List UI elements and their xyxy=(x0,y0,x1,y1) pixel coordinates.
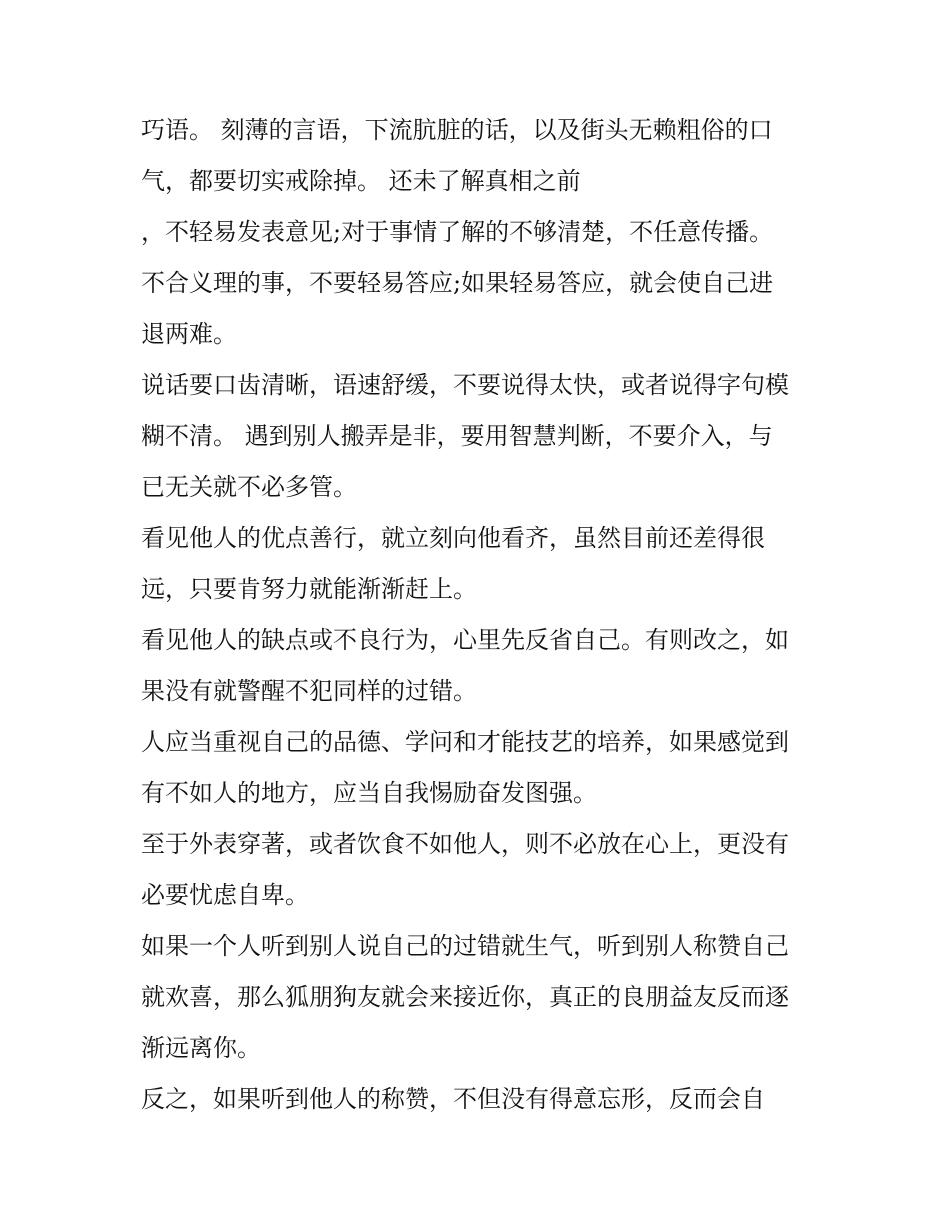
text-line: 已无关就不必多管。 xyxy=(141,473,357,501)
text-line: 看见他人的缺点或不良行为，心里先反省自己。有则改之，如 xyxy=(141,626,789,654)
text-line: 有不如人的地方，应当自我惕励奋发图强。 xyxy=(141,779,597,807)
text-line: 必要忧虑自卑。 xyxy=(141,881,309,909)
body-text xyxy=(141,105,821,1125)
text-line: 至于外表穿著，或者饮食不如他人，则不必放在心上，更没有 xyxy=(141,830,789,858)
text-line: 糊不清。 遇到别人搬弄是非，要用智慧判断，不要介入，与 xyxy=(141,422,773,450)
text-line: 不合义理的事，不要轻易答应;如果轻易答应，就会使自己进 xyxy=(141,269,774,297)
text-line: 如果一个人听到别人说自己的过错就生气，听到别人称赞自己 xyxy=(141,932,789,960)
text-line: 说话要口齿清晰，语速舒缓，不要说得太快，或者说得字句模 xyxy=(141,371,789,399)
text-line: 就欢喜，那么狐朋狗友就会来接近你，真正的良朋益友反而逐 xyxy=(141,983,789,1011)
text-line: 退两难。 xyxy=(141,320,237,348)
text-line: 反之，如果听到他人的称赞，不但没有得意忘形，反而会自 xyxy=(141,1085,765,1113)
text-line: 气，都要切实戒除掉。 还未了解真相之前 xyxy=(141,167,581,195)
text-line: 看见他人的优点善行，就立刻向他看齐，虽然目前还差得很 xyxy=(141,524,765,552)
text-line: 渐远离你。 xyxy=(141,1034,261,1062)
text-line: 果没有就警醒不犯同样的过错。 xyxy=(141,677,477,705)
text-line: 人应当重视自己的品德、学问和才能技艺的培养，如果感觉到 xyxy=(141,728,789,756)
text-line: ，不轻易发表意见;对于事情了解的不够清楚，不任意传播。 xyxy=(141,218,774,246)
text-line: 巧语。 刻薄的言语，下流肮脏的话，以及街头无赖粗俗的口 xyxy=(141,116,773,144)
text-line: 远，只要肯努力就能渐渐赶上。 xyxy=(141,575,477,603)
